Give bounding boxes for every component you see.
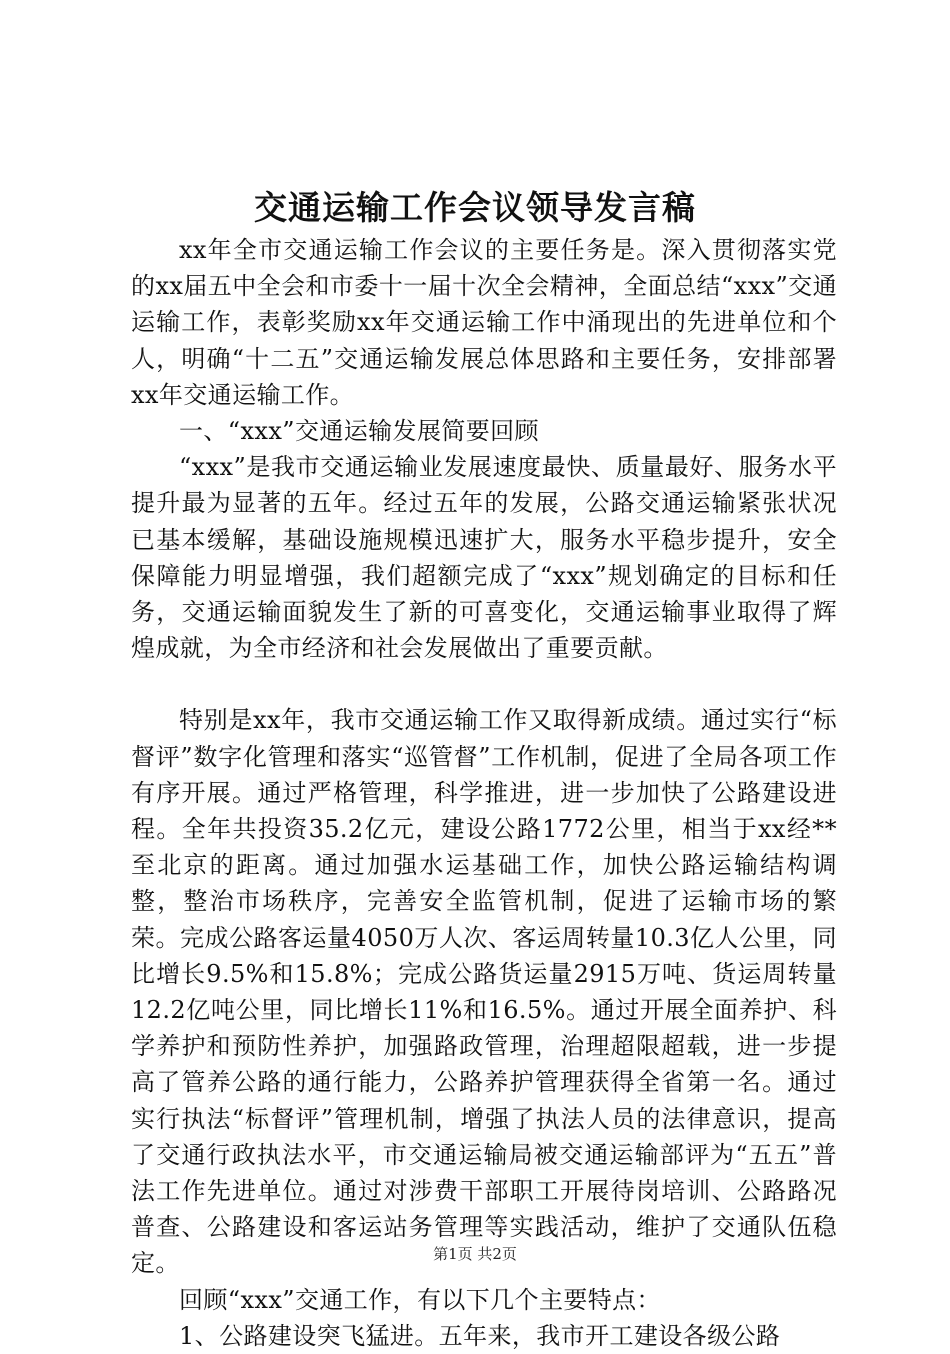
paragraph-features-lead: 回顾“xxx”交通工作，有以下几个主要特点：: [179, 1285, 661, 1314]
document-title: 交通运输工作会议领导发言稿: [254, 188, 696, 227]
section-heading: 一、“xxx”交通运输发展简要回顾: [179, 417, 539, 446]
document-body: [131, 232, 837, 1354]
page-footer: 第1页 共2页: [433, 1245, 517, 1263]
paragraph-gap: [131, 666, 837, 702]
paragraph-intro: xx年全市交通运输工作会议的主要任务是。深入贯彻落实党的xx届五中全会和市委十一届十次全会精神，全面总结“xxx”交通运输工作，表彰奖励xx年交通运输工作中涌现出的先进单位和个人，明确“十二五”交通运输发展总体思路和主要任务，安排部署xx年交通运输工作。: [131, 236, 837, 409]
paragraph-review: “xxx”是我市交通运输业发展速度最快、质量最好、服务水平提升最为显著的五年。经过五年的发展，公路交通运输紧张状况已基本缓解，基础设施规模迅速扩大，服务水平稳步提升，安全保障能力明显增强，我们超额完成了“xxx”规划确定的目标和任务，交通运输面貌发生了新的可喜变化，交通运输事业取得了辉煌成就，为全市经济和社会发展做出了重要贡献。: [131, 453, 837, 663]
paragraph-feature-1: 1、公路建设突飞猛进。五年来，我市开工建设各级公路: [179, 1321, 781, 1350]
paragraph-achievements: 特别是xx年，我市交通运输工作又取得新成绩。通过实行“标督评”数字化管理和落实“巡管督”工作机制，促进了全局各项工作有序开展。通过严格管理，科学推进，进一步加快了公路建设进程。全年共投资35.2亿元，建设公路1772公里，相当于xx经**至北京的距离。通过加强水运基础工作，加快公路运输结构调整，整治市场秩序，完善安全监管机制，促进了运输市场的繁荣。完成公路客运量4050万人次、客运周转量10.3亿人公里，同比增长9.5%和15.8%；完成公路货运量2915万吨、货运周转量12.2亿吨公里，同比增长11%和16.5%。通过开展全面养护、科学养护和预防性养护，加强路政管理，治理超限超载，进一步提高了管养公路的通行能力，公路养护管理获得全省第一名。通过实行执法“标督评”管理机制，增强了执法人员的法律意识，提高了交通行政执法水平，市交通运输局被交通运输部评为“五五”普法工作先进单位。通过对涉费干部职工开展待岗培训、公路路况普查、公路建设和客运站务管理等实践活动，维护了交通队伍稳定。: [131, 706, 837, 1278]
